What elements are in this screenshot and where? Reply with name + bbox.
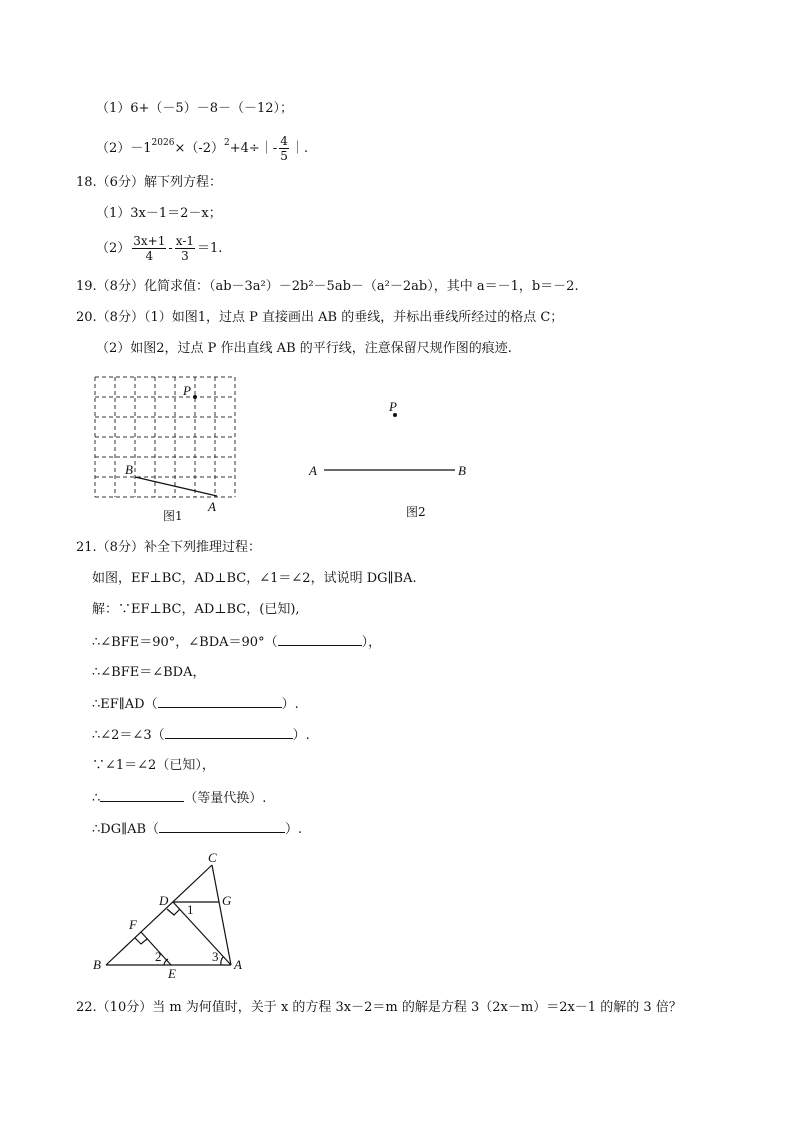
q17-fraction — [279, 134, 289, 163]
q19-text: 19.（8分）化简求值：（ab－3a²）－2b²－5ab－（a²－2ab），其中 a＝－1，b＝－2. — [76, 279, 579, 294]
q21-step-7-end: （等量代换）. — [184, 791, 267, 806]
q17-item2-prefix: （2）－1 — [96, 141, 152, 156]
grid-lines — [95, 377, 235, 497]
point-p — [193, 395, 197, 399]
q20-item2: （2）如图2，过点 P 作出直线 AB 的平行线，注意保留尺规作图的痕迹. — [96, 341, 512, 356]
q21-step-8-text: ∴DG∥AB（ — [92, 822, 160, 837]
q20-heading: 20.（8分）（1）如图1，过点 P 直接画出 AB 的垂线，并标出垂线所经过的格点 C； — [76, 310, 564, 325]
q18-fraction-2-num: x-1 — [175, 234, 195, 248]
q21-step-2 — [92, 633, 381, 652]
segment-ad — [173, 902, 231, 965]
q17-fraction-num: 4 — [280, 134, 288, 148]
label-b: B — [125, 462, 133, 477]
answer-blank-4[interactable] — [100, 789, 184, 802]
q21-step-5-end: ）. — [292, 728, 310, 743]
q17-item2 — [96, 134, 308, 163]
q21-step-8-end: ）. — [285, 822, 303, 837]
q18-minus: - — [168, 241, 173, 256]
q21-step-4-text: ∴EF∥AD（ — [92, 697, 158, 712]
q17-item1: （1）6+（－5）－8－（－12）； — [96, 101, 294, 116]
label-c: C — [208, 850, 217, 865]
q21-step-5-text: ∴∠2＝∠3（ — [92, 728, 165, 743]
q21-step-7 — [92, 789, 266, 808]
label-a-fig2: A — [309, 463, 317, 478]
q18-fraction-1 — [132, 234, 166, 263]
q18-fraction-2-den: 3 — [181, 249, 189, 263]
q17-item2-end: ｜. — [290, 141, 308, 156]
answer-blank-2[interactable] — [158, 695, 282, 708]
q21-step-1: 解：∵EF⊥BC，AD⊥BC，(已知), — [92, 602, 300, 617]
label-angle-3: 3 — [212, 949, 219, 964]
label-e: E — [168, 966, 176, 980]
segment-ab — [135, 477, 217, 496]
q21-step-8 — [92, 820, 302, 839]
label-f: F — [129, 917, 137, 932]
arc-angle-2 — [164, 959, 168, 965]
q21-given: 如图，EF⊥BC，AD⊥BC，∠1＝∠2，试说明 DG∥BA. — [92, 571, 417, 586]
q21-step-7-text: ∴ — [92, 791, 101, 806]
q18-fraction-1-num: 3x+1 — [133, 234, 166, 248]
q17-item2-tail: +4÷｜- — [229, 141, 278, 156]
figure-1-grid — [88, 370, 258, 525]
label-angle-2: 2 — [155, 949, 162, 964]
q18-fraction-1-den: 4 — [145, 249, 154, 263]
q21-step-3: ∴∠BFE＝∠BDA， — [92, 665, 206, 680]
figure-1-caption: 图1 — [163, 509, 183, 523]
q18-item1: （1）3x－1＝2－x； — [96, 206, 222, 221]
figure-2-caption: 图2 — [406, 505, 426, 519]
right-angle-mark-d — [167, 909, 180, 915]
label-g: G — [222, 893, 232, 908]
q21-step-4 — [92, 695, 299, 714]
figure-2 — [300, 395, 480, 525]
q21-step-5 — [92, 726, 310, 745]
label-p-fig2: P — [389, 399, 397, 414]
q17-fraction-den: 5 — [280, 149, 288, 163]
q18-item2-prefix: （2） — [96, 241, 131, 256]
answer-blank-1[interactable] — [278, 633, 362, 646]
answer-blank-3[interactable] — [165, 726, 293, 739]
label-a: A — [208, 499, 216, 514]
label-b-triangle: B — [93, 957, 101, 972]
q21-step-2-text: ∴∠BFE＝90°，∠BDA＝90°（ — [92, 635, 278, 650]
triangle-figure — [88, 848, 258, 980]
right-angle-mark-f — [135, 938, 147, 944]
label-p: P — [183, 383, 191, 398]
q21-step-6: ∵∠1＝∠2（已知）， — [92, 758, 215, 773]
label-angle-1: 1 — [187, 902, 194, 917]
label-a-triangle: A — [234, 957, 242, 972]
q17-item2-mid: ×（-2） — [174, 141, 225, 156]
q21-heading: 21.（8分）补全下列推理过程： — [76, 540, 261, 555]
answer-blank-5[interactable] — [159, 820, 285, 833]
arc-angle-3 — [221, 957, 223, 965]
label-b-fig2: B — [458, 463, 466, 478]
q18-heading: 18.（6分）解下列方程： — [76, 175, 222, 190]
q18-item2 — [96, 232, 222, 266]
q21-step-4-end: ）. — [281, 697, 299, 712]
q17-exponent-2026: 2026 — [151, 138, 175, 148]
q18-fraction-2 — [175, 234, 195, 263]
q17-exponent-2: 2 — [224, 138, 230, 148]
label-d: D — [159, 893, 169, 908]
q21-step-2-end: ）， — [361, 635, 382, 650]
q18-item2-end: ＝1. — [197, 241, 223, 256]
q22-text: 22.（10分）当 m 为何值时，关于 x 的方程 3x－2＝m 的解是方程 3（2x－m）＝2x－1 的解的 3 倍？ — [76, 1000, 682, 1015]
